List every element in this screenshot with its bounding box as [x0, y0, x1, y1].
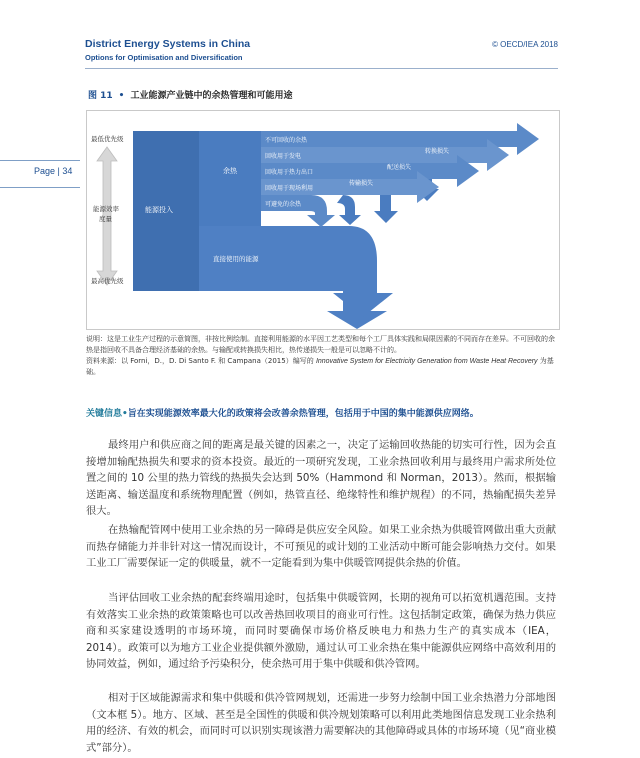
figure-number: 图 11	[88, 91, 113, 101]
paragraph-text: 当评估回收工业余热的配套终端用途时，包括集中供暖管网，长期的视角可以拓宽机遇范围。支持有效落实工业余热的政策策略也可以改善热回收项目的商业可行性。这包括制定政策，确保为热力供应商和买家建设透明的市场环境，而同时要确保市场价格反映电力和热力生产的真实成本（IEA，2014）。政策可以为地方工业企业提供额外激励，通过认可工业余热在集中能源供应网络中高效利用的协同效益，例如，通过给予污染积分，使余热可用于集中供暖和供冷管网。	[86, 592, 556, 670]
loss-conversion-label: 转换损失	[425, 148, 450, 155]
body-paragraph-3	[86, 590, 556, 673]
side-rule-top	[0, 160, 80, 161]
figure-note-text: 说明：这是工业生产过程的示意简图，非按比例绘制。直接利用能源的水平因工艺类型和每个工厂具体实践和局限因素的不同而存在差异。不可回收的余热是指回收不具备合理经济基础的余热。与输配或转换损失相比，热传递损失一般是可以忽略不计的。	[86, 335, 555, 354]
flow-label-3: 回收用于热力出口	[265, 169, 314, 176]
flow-label-2: 回收用于发电	[265, 153, 302, 160]
body-paragraph-4	[86, 690, 556, 756]
source-suffix: 为基础。	[86, 357, 554, 376]
key-message	[86, 406, 566, 419]
direct-use-label: 直接使用的能源	[213, 255, 259, 263]
figure-notes	[86, 334, 558, 378]
side-rule-bottom	[0, 187, 80, 188]
figure-caption: 工业能源产业链中的余热管理和可能用途	[130, 91, 293, 101]
loss-transmission-label: 传输损失	[349, 180, 374, 187]
figure-diagram	[86, 110, 560, 330]
figure-title	[88, 88, 292, 101]
sankey-diagram	[87, 111, 559, 329]
source-title: Innovative System for Electricity Generation from Waste Heat Recovery	[315, 358, 538, 365]
key-message-label: 关键信息•	[86, 409, 128, 419]
body-paragraph-2	[86, 522, 556, 572]
axis-label-mid-2: 度量	[99, 215, 112, 223]
figure-source	[86, 356, 558, 378]
key-message-text: 旨在实现能源效率最大化的政策将会改善余热管理，包括用于中国的集中能源供应网络。	[127, 409, 479, 419]
flow-label-5: 可避免的余热	[265, 201, 302, 208]
flow-label-4: 回收用于现场利用	[265, 185, 314, 192]
header-rule	[85, 68, 558, 69]
paragraph-text: 相对于区域能源需求和集中供暖和供冷管网规划，还需进一步努力绘制中国工业余热潜力分部地图（文本框 5）。地方、区域、甚至是全国性的供暖和供冷规划策略可以利用此类地图信息发现工业余热利用的经济、有效的机会，而同时可以识别实现该潜力需要解决的其他障碍或具体的市场环境（见“商业模式”部分）。	[86, 692, 556, 754]
paragraph-text: 最终用户和供应商之间的距离是最关键的因素之一，决定了运输回收热能的切实可行性，因为会直接增加输配热损失和要求的资本投资。最近的一项研究发现，工业余热回收利用与最终用户需求所处位置之间的 10 公里的热力管线的热损失会达到 50%（Hammond 和 Norman，2013）。然而，根据输送距离、输送温度和系统物理配置（例如，热管直径、绝缘特性和维护规程）的不同，热输配损失差异很大。	[86, 439, 556, 517]
axis-label-top: 最低优先级	[91, 135, 124, 143]
loss-distribution-label: 配送损失	[387, 164, 412, 171]
source-prefix: 资料来源：以 Forni，D.，D. Di Santo F. 和 Campana（2015）编写的	[86, 357, 316, 365]
flow-avoidable	[261, 195, 335, 227]
paragraph-text: 在热输配管网中使用工业余热的另一障碍是供应安全风险。如果工业余热为供暖管网做出重大贡献而热存储能力并非针对这一情况而设计，不可预见的或计划的工业活动中断可能会影响热力交付。如果工业工厂需要保证一定的供暖量，就不一定能看到为集中供暖管网提供余热的价值。	[86, 524, 556, 569]
flow-label-1: 不可回收的余热	[265, 137, 308, 144]
axis-label-bottom: 最高优先级	[91, 277, 124, 285]
loss-transmission-branch	[337, 195, 361, 225]
waste-heat-label: 余热	[223, 167, 237, 175]
header-title: District Energy Systems in China	[85, 38, 251, 50]
energy-input-label: 能源投入	[145, 206, 173, 214]
page-number: Page | 34	[34, 166, 73, 176]
axis-label-mid-1: 能源效率	[93, 205, 119, 213]
waste-heat-block	[199, 131, 261, 226]
figure-bullet: •	[118, 91, 125, 101]
copyright: © OECD/IEA 2018	[492, 40, 558, 49]
body-paragraph-1	[86, 437, 556, 520]
header-subtitle: Options for Optimisation and Diversification	[85, 53, 243, 62]
